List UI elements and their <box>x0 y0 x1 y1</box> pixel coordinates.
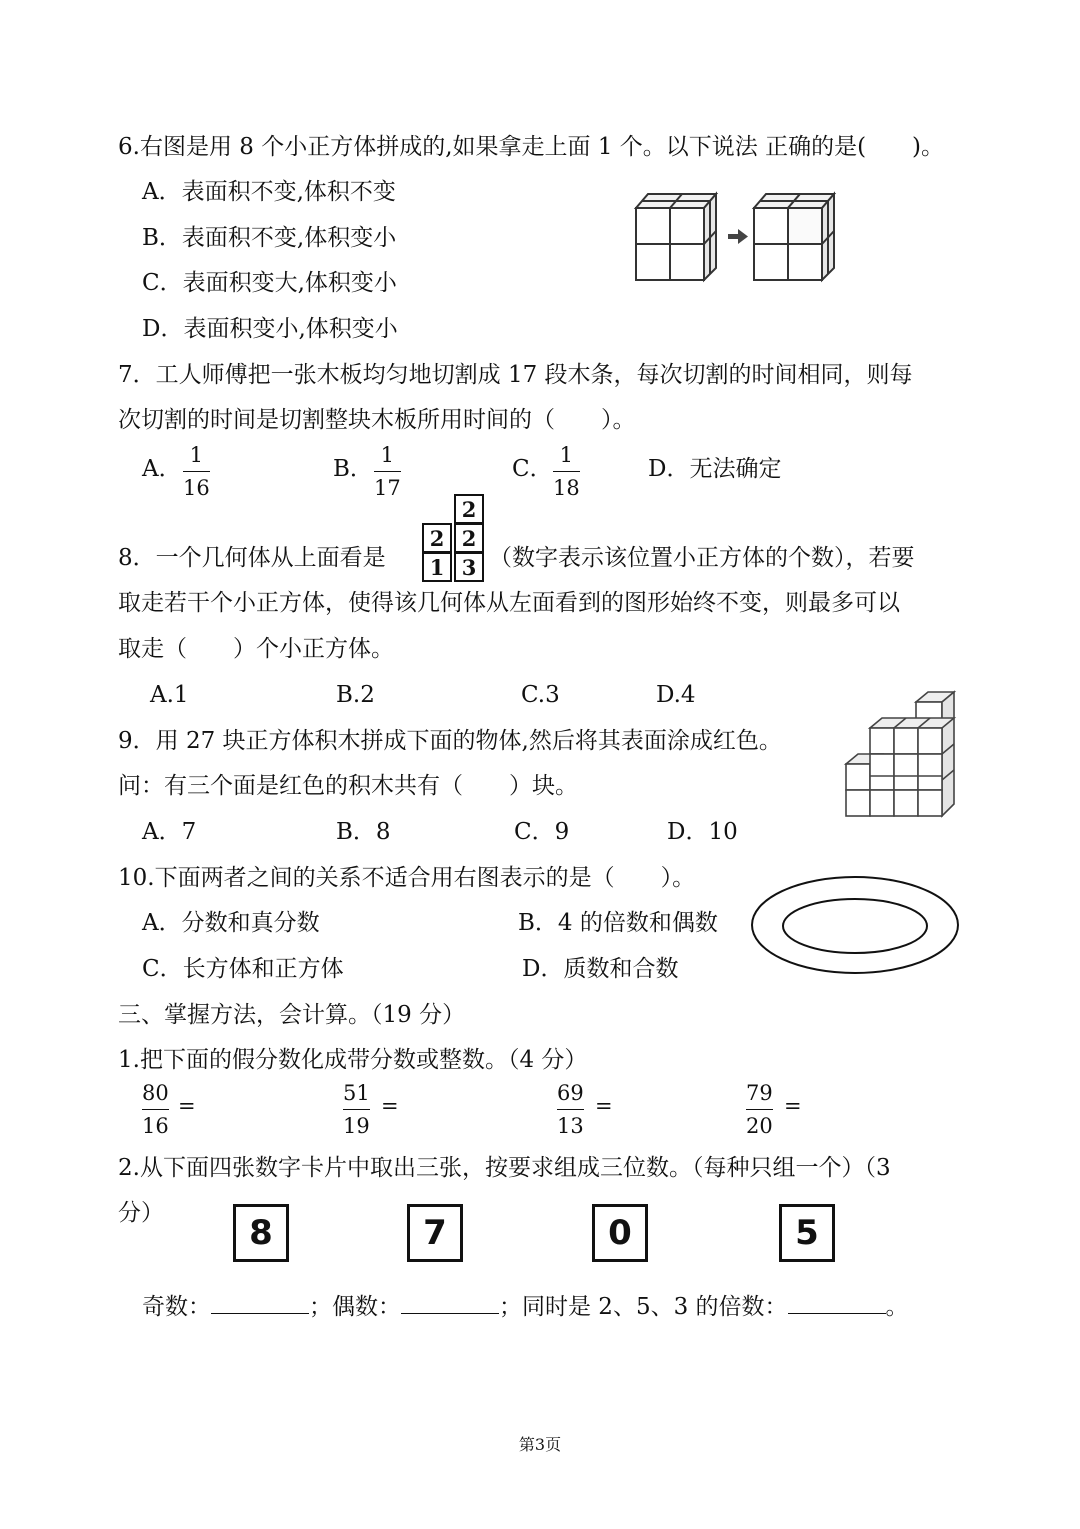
q9-option-b: B．8 <box>336 819 391 845</box>
grid-cell: 1 <box>422 552 452 582</box>
q9-line1: 9．用 27 块正方体积木拼成下面的物体,然后将其表面涂成红色。 <box>118 728 782 754</box>
denominator: 17 <box>374 476 401 500</box>
digit-card-0: 0 <box>592 1204 648 1262</box>
numerator: 51 <box>343 1081 370 1105</box>
q8-line2: 取走若干个小正方体，使得该几何体从左面看到的图形始终不变，则最多可以 <box>118 590 900 616</box>
cube-removal-figure <box>632 186 844 284</box>
q9-option-c: C．9 <box>514 819 570 845</box>
q10-option-a: A．分数和真分数 <box>142 910 320 936</box>
digit-card-5: 5 <box>779 1204 835 1262</box>
denominator: 16 <box>183 476 210 500</box>
multiple-blank[interactable] <box>788 1291 886 1314</box>
q10-option-d: D．质数和合数 <box>522 956 679 982</box>
grid-cell: 3 <box>454 552 484 582</box>
q7-line1: 7．工人师傅把一张木板均匀地切割成 17 段木条，每次切割的时间相同，则每 <box>118 362 913 388</box>
numerator: 79 <box>746 1081 773 1105</box>
grid-cell: 2 <box>454 494 484 524</box>
equals-sign: = <box>595 1094 613 1118</box>
answer-line <box>142 1291 909 1322</box>
numerator: 69 <box>557 1081 584 1105</box>
multiple-label: ；同时是 2、5、3 的倍数： <box>499 1294 788 1320</box>
q9-option-d: D．10 <box>667 819 738 845</box>
page-number: 第3页 <box>518 1435 562 1454</box>
odd-blank[interactable] <box>211 1291 309 1314</box>
q7-option-b-fraction <box>374 440 401 503</box>
stepped-block-figure <box>842 688 960 820</box>
q7-option-a-label: A． <box>142 456 182 482</box>
improper-fraction-3 <box>557 1078 584 1141</box>
end-mark: 。 <box>885 1294 909 1320</box>
nested-ellipse-diagram <box>748 872 962 978</box>
denominator: 16 <box>142 1114 169 1138</box>
denominator: 20 <box>746 1114 773 1138</box>
grid-cell: 2 <box>422 523 452 553</box>
q6-option-a: A．表面积不变,体积不变 <box>142 179 396 205</box>
numerator: 1 <box>189 443 204 467</box>
odd-label: 奇数： <box>142 1294 211 1320</box>
digit-card-7: 7 <box>407 1204 463 1262</box>
p2-line1: 2.从下面四张数字卡片中取出三张，按要求组成三位数。（每种只组一个）（3 <box>118 1155 891 1181</box>
q9-line2: 问：有三个面是红色的积木共有（ ）块。 <box>118 773 578 799</box>
q10-stem: 10.下面两者之间的关系不适合用右图表示的是（ ）。 <box>118 865 696 891</box>
q8-option-b: B.2 <box>336 682 375 708</box>
denominator: 19 <box>343 1114 370 1138</box>
q7-option-c-fraction <box>553 440 580 503</box>
equals-sign: = <box>381 1094 399 1118</box>
section3-title: 三、掌握方法，会计算。（19 分） <box>118 1002 466 1028</box>
grid-cell: 2 <box>454 523 484 553</box>
q10-option-b: B．4 的倍数和偶数 <box>518 910 718 936</box>
p1-title: 1.把下面的假分数化成带分数或整数。（4 分） <box>118 1047 588 1073</box>
q9-option-a: A．7 <box>142 819 197 845</box>
q7-option-c-label: C． <box>512 456 553 482</box>
q8-line3: 取走（ ）个小正方体。 <box>118 636 394 662</box>
q7-option-d: D．无法确定 <box>648 456 782 482</box>
q8-option-c: C.3 <box>521 682 560 708</box>
q7-option-a-fraction <box>183 440 210 503</box>
q6-option-c: C．表面积变大,体积变小 <box>142 270 397 296</box>
p2-line2: 分） <box>118 1200 164 1226</box>
q7-option-b-label: B． <box>333 456 373 482</box>
even-blank[interactable] <box>401 1291 499 1314</box>
q10-option-c: C．长方体和正方体 <box>142 956 344 982</box>
q8-option-a: A.1 <box>150 682 189 708</box>
q8-option-d: D.4 <box>656 682 696 708</box>
q6-stem: 6.右图是用 8 个小正方体拼成的,如果拿走上面 1 个。以下说法 正确的是( )。 <box>118 134 945 160</box>
q8-line1a: 8．一个几何体从上面看是 <box>118 545 386 571</box>
top-view-grid <box>422 494 486 588</box>
q6-option-b: B．表面积不变,体积变小 <box>142 225 397 251</box>
improper-fraction-4 <box>746 1078 773 1141</box>
q8-line1b: （数字表示该位置小正方体的个数），若要 <box>489 545 915 571</box>
q7-line2: 次切割的时间是切割整块木板所用时间的（ ）。 <box>118 407 636 433</box>
numerator: 80 <box>142 1081 169 1105</box>
denominator: 13 <box>557 1114 584 1138</box>
digit-card-8: 8 <box>233 1204 289 1262</box>
improper-fraction-1 <box>142 1078 169 1141</box>
equals-sign: = <box>784 1094 802 1118</box>
numerator: 1 <box>380 443 395 467</box>
improper-fraction-2 <box>343 1078 370 1141</box>
even-label: ；偶数： <box>309 1294 401 1320</box>
q6-option-d: D．表面积变小,体积变小 <box>142 316 398 342</box>
equals-sign: = <box>178 1094 196 1118</box>
numerator: 1 <box>559 443 574 467</box>
denominator: 18 <box>553 476 580 500</box>
